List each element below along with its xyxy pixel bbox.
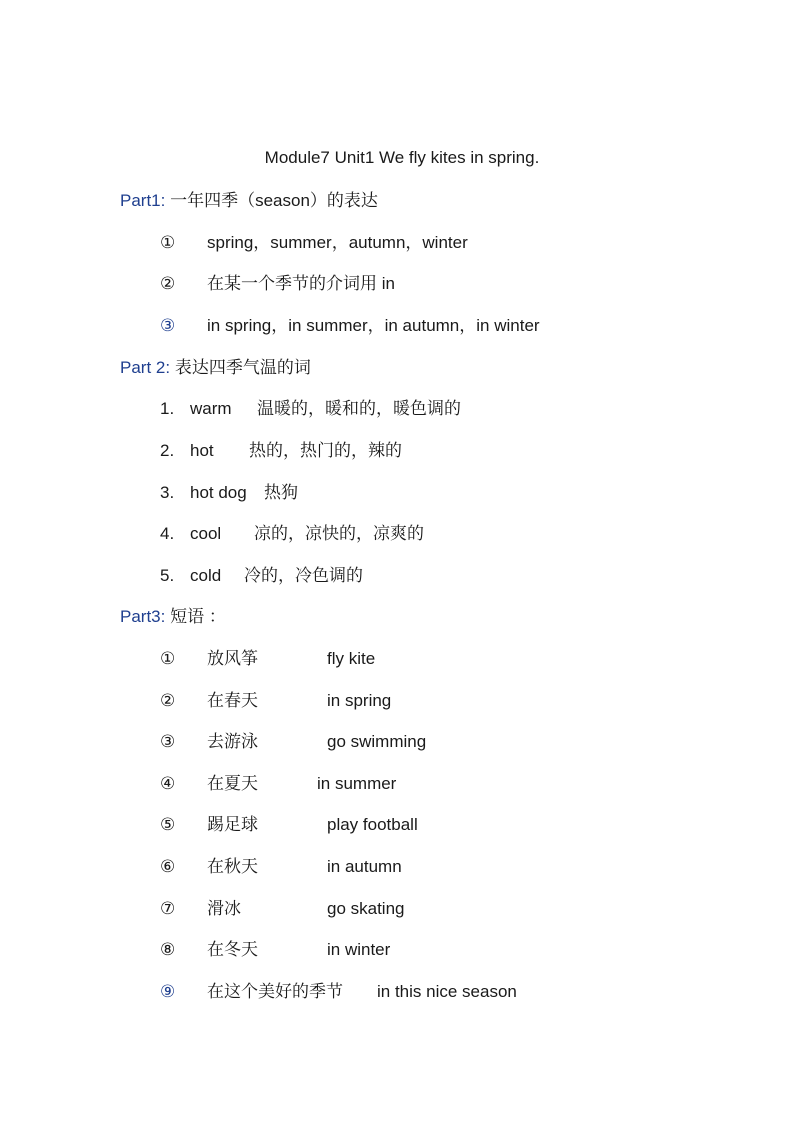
phrase-chinese: 踢足球 — [207, 815, 258, 834]
part2-heading — [120, 357, 311, 379]
part3-label: Part3: — [120, 607, 166, 626]
item-meaning: 热的，热门的，辣的 — [249, 441, 402, 460]
item-number: 4. — [160, 524, 175, 543]
phrase-english: go swimming — [327, 732, 427, 751]
item-word: warm — [190, 399, 232, 418]
part3-text: 短语 ： — [170, 607, 226, 626]
item-text: in spring，in summer，in autumn，in winter — [207, 316, 540, 335]
item-word: hot dog — [190, 483, 247, 502]
phrase-chinese: 滑冰 — [207, 899, 241, 918]
document-title: Module7 Unit1 We fly kites in spring. — [264, 148, 540, 167]
item-number: 3. — [160, 483, 175, 502]
part1-text: 一年四季（season）的表达 — [170, 191, 378, 210]
item-marker: ④ — [160, 774, 176, 793]
phrase-english: in autumn — [327, 857, 402, 876]
item-text: spring，summer，autumn，winter — [207, 233, 468, 252]
item-marker: ⑨ — [160, 982, 176, 1001]
phrase-english: play football — [327, 815, 418, 834]
item-marker: ① — [160, 649, 176, 668]
phrase-chinese: 在冬天 — [207, 940, 258, 959]
item-marker: ① — [160, 233, 176, 252]
item-meaning: 冷的，冷色调的 — [244, 566, 363, 585]
item-marker: ② — [160, 691, 176, 710]
item-word: cool — [190, 524, 222, 543]
item-marker: ⑤ — [160, 815, 176, 834]
phrase-english: in summer — [317, 774, 397, 793]
item-meaning: 热狗 — [264, 483, 298, 502]
item-marker: ⑧ — [160, 940, 176, 959]
phrase-chinese: 在秋天 — [207, 857, 258, 876]
item-meaning: 凉的，凉快的，凉爽的 — [254, 524, 424, 543]
phrase-english: go skating — [327, 899, 405, 918]
part2-label: Part 2: — [120, 358, 171, 377]
part3-heading — [120, 606, 226, 628]
item-word: cold — [190, 566, 222, 585]
item-marker: ⑦ — [160, 899, 176, 918]
item-marker: ③ — [160, 316, 176, 335]
item-meaning: 温暖的，暖和的，暖色调的 — [257, 399, 461, 418]
phrase-chinese: 在这个美好的季节 — [207, 982, 343, 1001]
part2-text: 表达四季气温的词 — [174, 358, 311, 377]
item-marker: ③ — [160, 732, 176, 751]
phrase-english: in spring — [327, 691, 392, 710]
phrase-chinese: 放风筝 — [207, 649, 258, 668]
item-number: 2. — [160, 441, 175, 460]
part1-heading — [120, 190, 378, 212]
item-marker: ⑥ — [160, 857, 176, 876]
phrase-chinese: 在夏天 — [207, 774, 258, 793]
item-number: 5. — [160, 566, 175, 585]
phrase-chinese: 在春天 — [207, 691, 258, 710]
item-word: hot — [190, 441, 214, 460]
phrase-chinese: 去游泳 — [207, 732, 258, 751]
item-marker: ② — [160, 274, 176, 293]
item-number: 1. — [160, 399, 175, 418]
phrase-english: in winter — [327, 940, 391, 959]
phrase-english: fly kite — [327, 649, 376, 668]
part1-label: Part1: — [120, 191, 166, 210]
item-text: 在某一个季节的介词用 in — [207, 274, 395, 293]
phrase-english: in this nice season — [377, 982, 517, 1001]
